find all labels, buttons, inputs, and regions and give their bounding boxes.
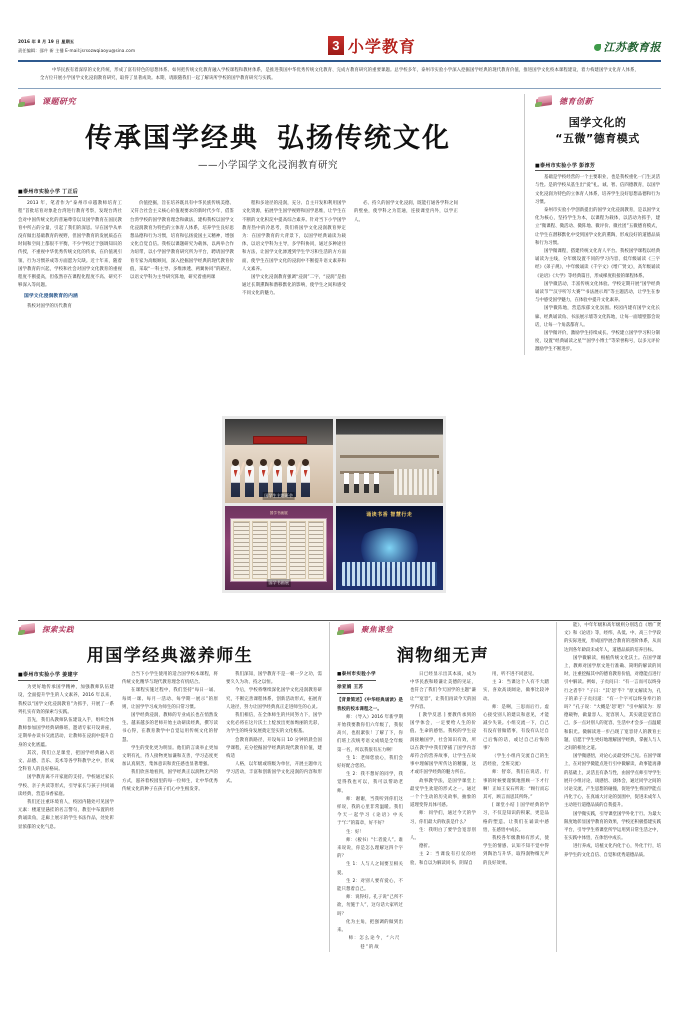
article-left-kicker — [18, 622, 322, 637]
photo-board-title: 国学书画展 — [269, 510, 288, 515]
paragraph: 国学微课程，搭建传统文化育人平台。我校国学课程以经典诵读为主线，分年级设置不同的学习内容，低年级诵读《三字经》《弟子规》，中年级诵读《千字文》《增广贤文》，高年级诵读《论语》《大学》等经典篇目，形成梯度衔接的课程体系。 — [535, 249, 660, 279]
photo-classroom-recital — [225, 419, 333, 503]
article-left-column-2 — [122, 671, 218, 832]
paragraph: 主 3：当课这个人有不大踏实，喜欢高谈阔论，做事比较冲动。 — [483, 680, 549, 702]
paragraph: [ 教学反思 ] 要教传承到的国学体会，一定要给人生的价值、生命的感悟。我校的学生浸润接触国学，社会知识有效，所以在教学中我们穿插了国学内容却符合的营养故事，让学生在故事中理解国学所传达的精髓，这才或许国学经典的魅力所在。 — [410, 713, 476, 776]
article-left-kicker-label: 探索实践 — [42, 625, 74, 634]
paragraph: 能》，中年年级和高年级则分别选自《增广贤文》和《论语》等，经纬，从低、中、高三个学段的实际进度，形成国学展合教育的进阶体系，从而达到各年龄段未成年人，道德品质的培养目标。 — [564, 623, 661, 653]
paragraph: 日已经显示出其本质，成为中华民族和睦谦让美德的见证，也符合了我们今天国学的主题“谦让”“宽容”，让我们再读今天的国学内容。 — [410, 672, 476, 710]
paragraph: 生：好！ — [346, 829, 364, 835]
photo-caption: 国学生主题班会 — [262, 492, 295, 500]
feature-kicker — [18, 94, 518, 109]
paragraph: 国学微实践，引导课堂国学外化于行。为最大限度地彰显国学教育的效果，学校还积极搭建实践平台，引导学生将课堂所学运用到日常生活之中，在实践中体悟，在体悟中成长。 — [564, 811, 661, 842]
article-mid — [329, 622, 556, 952]
sidebar-byline: ■泰州市实验小学 彭淳芳 — [535, 163, 596, 170]
paragraph: 我校各年级教师有形式，使学生的情感、认知不知不觉中得到陶冶与升华，取得润物细无声的良好效果。 — [483, 836, 549, 866]
paragraph: 为更好地传承国学精神，加强教师队伍建设，全面提升学生的人文素养，2016 年以来，我校以“国学文化浸润教育”为抓手，开展了一系列扎实有效的探索与实践。 — [18, 685, 114, 715]
paragraph: 故事教学法，是国学课堂上最受学生欢迎的形式之一。通过一个个生动的历史故事，抽象的道理变得具体可感。 — [410, 778, 476, 809]
photo-library-hall — [336, 419, 444, 503]
paragraph: 学生的变化更为明显。他们的言谈举止更加文明有礼，待人接物更加谦和友善，学习态度更加认真刻苦，集体意识和责任感也显著增强。 — [122, 745, 218, 768]
paragraph: 国学微评价，激励学生持续成长。学校建立国学学习积分制度，设置“经典诵读之星”“国学小博士”等荣誉称号，以多元评价激励学生不断进步。 — [535, 331, 660, 353]
book-icon — [18, 622, 38, 637]
sidebar-article — [524, 94, 660, 354]
bottom-zone — [18, 622, 661, 952]
section-divider — [18, 620, 661, 621]
intro-paragraph: 中华民族有着深厚的文化传统，形成了富有特色的思想体系。如何把传统文化教育融入学校课程和教材体系，是推进我国中华优秀传统文化教育、完成方教育研究的重要课题。总学校多年，泰州市实验小学深入挖掘国学经典的现代教育价值，推进国学文化校本课程建设，着力构建国学文化育人体系，全方位开展小学国学文化浸润教育研究，取得了显著成效。本期，请跟随我们一起了解该所学校的国学教育研究与实践。 — [40, 67, 639, 81]
article-mid-kicker — [337, 622, 549, 637]
section-banner — [328, 34, 416, 58]
article-mid-column-3 — [483, 671, 549, 952]
article-left-byline: ■泰州市实验小学 姜建宇 — [18, 671, 78, 681]
paragraph: 国学文化浸润教育强调“浸润”二字，“浸润”是指通过长期熏陶和潜移默化的影响，使学生之间和感受不同文化的魅力。 — [242, 275, 346, 297]
sidebar-title — [535, 115, 660, 147]
paragraph: 师：同学们，通过今天的学习，你们最大的收获是什么？ — [410, 811, 476, 825]
paragraph: 在课程实施过程中，我们坚持“每日一诵、每周一课、每月一活动、每学期一展示”的原则，让国学学习成为师生的日常习惯。 — [122, 688, 218, 710]
paragraph: 合当下小学生使用的适合国学校本课程，将传统文化精华与现代教育理念有机结合。 — [122, 672, 218, 686]
feature-subheading-1: 国学文化浸润教育的内涵 — [24, 294, 78, 300]
publication-logo — [594, 39, 661, 58]
paragraph: 国学经典浸润，教师的专业成长也在悄然发生。越来越多的老师开始主动研读经典，撰写读书心得，在教育教学中自觉运用传统文化的智慧。 — [122, 713, 218, 743]
paragraph: 泰州市实验小学创新提出的国学文化浸润教育，是以国学文化为核心，坚持学生为本，以课程为载体，以活动为抓手，建立“微课程、微活动、微阵地、微评价、微社团”五微德育模式，让学生在潜移默化中受到国学文化的熏陶，形成良好的道德品质和行为习惯。 — [535, 208, 660, 246]
paragraph: 人格，以年级或班级为单位，开展主题单元学习活动，丰富和创新国学文化浸润的内容和形式。 — [226, 762, 322, 784]
article-mid-byline-line-2: 徐亚娟 王苏 — [337, 684, 363, 694]
paragraph: 国学微活动，丰富传统文化体验。学校定期开展“国学经典诵读节”“汉字听写大赛”“书法展示周”等主题活动，让学生在参与中感受国学魅力，在体验中提升文化素养。 — [535, 281, 660, 304]
intro-divider — [18, 88, 661, 89]
article-mid-kicker-label: 聚焦课堂 — [361, 625, 393, 634]
photo-calligraphy-board — [225, 506, 333, 590]
paragraph: 师：谢谢，当我听到你们这样说，我的心里非常温暖。我们今天一起学习《论语》中关于“仁”的篇章，好不好？ — [337, 796, 403, 827]
article-mid-title: 润物细无声 — [396, 646, 490, 666]
article-left-title: 用国学经典滋养师生 — [86, 646, 254, 666]
paragraph: 国学教育离不开家庭的支持。学校通过家长学校、亲子共读等形式，引导家长与孩子共同诵读经典，营造书香家庭。 — [18, 775, 114, 797]
publication-date: 2016 年 8 月 19 日 星期五 — [18, 38, 75, 44]
paragraph: 进行养成，培植文化内化于心，外化于行，培养学生的文化自信、自觉和优秀道德品质。 — [564, 844, 661, 858]
article-left — [18, 622, 329, 952]
article-mid-column-1 — [337, 671, 403, 952]
paragraph: 今后，学校将继续深化国学文化浸润教育研究，不断完善课程体系，创新活动形式，拓展育人途径，努力让国学经典真正走进师生的心灵。 — [226, 688, 322, 710]
leaf-icon — [594, 44, 601, 51]
photo-stage-performance — [336, 506, 444, 590]
feature-body — [18, 200, 518, 585]
paragraph: 国学微解读，根植传统文化沃土。在国学课上，教师对国学原文进行准确、简明的解读的同时，注重挖掘其中的德育教育价值，对德能点进行引中解读。例如，子贡问曰：“有一言而可以终身行之者乎？”子曰：“其‘恕’乎？”原文解读为，孔子的弟子子贡问道：“有一个字可以终身奉行的吗？”孔子说：“大概是‘恕’吧？”引中解读为：厚德载物，做量容人、宽容别人，其实就是宽容自己，多一点对别人的宽容，生活中才会多一点温暖和阳光。微解读进一步凸现了宽容待人的教育主题，启愿于学生更好地理解国学经典，掌握人与人之间的相处之道。 — [564, 655, 661, 752]
sidebar-kicker — [535, 94, 660, 109]
article-left-column-3 — [226, 671, 322, 832]
paragraph: 用，听不进不同意见。 — [492, 672, 537, 677]
article-right-body — [564, 622, 661, 860]
paragraph-ellipsis: 师：怎么论今，“六尺巷”的故 — [348, 936, 401, 950]
paragraph: 我们还注重环境育人，校园内随处可见国学元素：楼道里悬挂的名言警句，教室中布置的经典诵读角，走廊上展示的学生书法作品，处处彰显浓郁的文化气息。 — [18, 800, 114, 830]
paragraph: 师：（板书）“仁者爱人”。谁来说说，你是怎么理解这四个字的？ — [337, 837, 403, 860]
paragraph: 会教育新路径，开设每日 10 分钟的晨会国学课程，充分挖掘国学经典的现代教育价值，建构适 — [226, 737, 322, 760]
section-title: 小学教育 — [347, 37, 416, 56]
paragraph: 化为主角，把强调的做到出来。 — [337, 919, 403, 934]
stage-banner-text: 诵读书香 智慧行走 — [366, 512, 413, 519]
paragraph: 生：我明白了要学会宽容别人。 — [410, 827, 476, 842]
paragraph: 我们深知，国学教育不是一朝一夕之功，需要久久为功、持之以恒。 — [226, 672, 322, 686]
headline-part-2: 弘扬传统文化 — [277, 123, 451, 155]
feature-subheadline: ——小学国学文化浸润教育研究 — [197, 160, 338, 172]
sidebar-body — [535, 174, 660, 354]
photo-caption: 国学书画展 — [267, 579, 292, 587]
paragraph: 我们欣喜地看到，国学经典正以润物无声的方式，滋养着校园里的每一位师生，让中华优秀传统文化的种子在孩子们心中生根发芽。 — [122, 770, 218, 792]
article-mid-column-2 — [410, 671, 476, 952]
paragraph: 德折。 — [419, 844, 433, 850]
paragraph: 师：（导入）2016 年新学期开始我要教你们六年级了，我很高兴，也很紧张！了解了下，你们班上次统考语文成绩是全年级第一名，所以我很有压力啊！ — [337, 714, 403, 753]
sidebar-title-line-1: 国学文化的 — [568, 116, 627, 130]
article-mid-byline-line-1: ■泰州市实验小学 — [337, 671, 376, 681]
book-icon — [18, 94, 38, 109]
paragraph: 我校对国学的历代教育 — [27, 303, 72, 309]
feature-kicker-label: 课题研究 — [42, 97, 76, 107]
paragraph: 其次，我们立足课堂，把国学经典融入语文、品德、音乐、美术等各学科教学之中，形成全科育人的良好格局。 — [18, 750, 114, 773]
masthead — [18, 0, 661, 58]
editor-credits: 责任编辑：邵幷 新 主播 E-mail:jsrsozwqiaoyu@sina.com — [18, 47, 136, 53]
masthead-publication-info — [18, 38, 135, 59]
paragraph: 生 1：人与人之间要互相关爱。 — [337, 862, 403, 876]
paragraph: 生 2：对别人要有爱心，不能只想着自己。 — [337, 878, 403, 893]
photo-collage — [222, 416, 446, 593]
paragraph: 师：智奈，我们在说话、行事的时候要谨慎地照顾一下才行啊！正如王安石所说：“顾行而忘其可，顾言而思其所终。” — [483, 770, 549, 801]
feature-byline: ■泰州市实验小学 丁正后 — [18, 189, 79, 196]
paragraph: 师：说得好。孔子说“己所不欲，勿施于人”，这句话大家听过吗？ — [337, 895, 403, 917]
feature-column-3 — [242, 200, 346, 311]
paragraph: 2013 年，笔者作为“泰州市卓越教师培育工程”首批培育对象赴台湾进行教育考察，发现台湾社会对中国传统文化的普遍尊崇以及国学教育在国民教育中所占的分量，引起了我们的深思。早在国学从单没有做出基础教育的视野，但国学教育的发展质态在时间和空间上都很不平衡，不少学校过于强调知识的传授，不重视中华优秀传统文化的传承，在价值观引领、行为习惯养成等方面愿为欠缺。近十年来，随着国学教育的兴起，学校和社会对国学文化教育的重视程度不断提高，但依然存在课程化程度不高、研究不够深入等问题。 — [18, 201, 122, 289]
paragraph: 首先，我们从教师队伍建设入手，组织全体教师参加国学经典研修班，邀请专家开设讲座，定期举办读书交流活动，让教师在浸润中提升自身的文化底蕴。 — [18, 718, 114, 748]
paragraph: [ 课堂小结 ] 国学经典的学习，不仅是知识的积累，更是品格的塑造。让我们在诵读中感悟，在感悟中成长。 — [483, 803, 549, 833]
article-mid-body — [337, 671, 549, 952]
paragraph: 生 1：老师您放心，我们会好好配合您的。 — [337, 755, 403, 770]
paragraph: 国学微感悟，对论心灵最受怀己见。在国学课上，在对国学微能点进行引中微解读，故事能再薄的基础上，灵活且有条与性，由国学点师引导学生展开小组讨论，谈感悟、谈体会，通过同学之间的讨论交流，产生思想的碰撞，促进学生将国学能点内化于心，在真诚大讨论的氛围中，促进未成年人主动进行道德品质的自我提升。 — [564, 754, 661, 809]
feature-article — [18, 94, 518, 585]
sidebar-title-line-2: “五微”德育模式 — [555, 132, 640, 146]
paragraph: 必、持久的国学文化浸润，既能打通各学科之间的壁垒，使学科之为贯通，连接课堂内外，以学正人。 — [354, 201, 458, 223]
feature-column-1 — [18, 200, 122, 311]
paragraph: 国学微阵地，营造浓郁文化氛围。校园内建有国学文化长廊、经典诵读角、书法展示墙等文化阵地，让每一面墙壁都会说话，让每一个角落都育人。 — [535, 306, 660, 328]
paragraph: 师：是啊，三思而后行。虚心接受别人的建议和意见，才能减少失误。小组交流一下，自己有没有曾做错事，有没有认过自己后悔的话，或过自己后悔的事？ — [483, 704, 549, 751]
page-number-badge: 3 — [328, 36, 344, 55]
article-right-continuation — [556, 622, 661, 952]
paragraph: 价值挖掘，旨在培养既具有中华民族传统美德、又符合社会主义核心价值观要求的新时代少年，借鉴台湾学校的国学教育理念和做法，建构我校以国学文化浸润教育为特色的立体育人体系，培养学生良好思想品德和行为习惯，培育和弘扬爱国主义精神，增强文化自觉自信。我校以课题研究为载体，以两举合作为纽带，以小学国学教育研究所为平台，聘请国学教育专家为高级顾问，深入挖掘国学经典的现代教育价值，采取“一科主导、多维渗透、两翼协同”的路径，以语文学科为主导研究阵地，研究着重两课 — [130, 201, 234, 281]
top-zone — [18, 94, 661, 585]
book-icon — [535, 94, 555, 109]
article-left-column-1 — [18, 671, 114, 832]
paragraph: （学生小组内交流自己的生活经验，全班交流） — [483, 754, 549, 768]
feature-headline — [18, 116, 518, 155]
feature-column-2 — [130, 200, 234, 311]
paragraph: 主 2：当课没有打仗的经验，和自以为解读同书，阴谋自 — [410, 852, 476, 866]
paragraph: 【背景简述】《中华经典诵读》是我校的校本课程之一。 — [337, 698, 403, 712]
headline-part-1: 传承国学经典 — [85, 123, 259, 155]
paragraph: 我们相信，在全体师生的共同努力下，国学文化必将在这片沃土上绽放出更加绚丽的光彩，为学生的终身发展奠定坚实的文化根基。 — [226, 713, 322, 735]
paragraph: 程和多途径的浸润，充分、自主开发和利用国学文化资源，拓展学生国学视野和国学思维，让学生在不断的文化积淀中提高综合素养。针对当下小学国学教育热中的冷思考，我们将国学文化浸润教育界定为：在国学教育的大背景下，以国学经典诵读为载体，以语文学科为主导，多学科协同，通过多种途径和方法，让国学文化渗透到学生学习和生活的方方面面，使学生在国学文化的浸润中不断提升语文素养和人文素养。 — [242, 201, 346, 272]
paragraph: 基础是学校经营的一个主要职业，也是我校重化一门生灵活与性。是的学校从基生出“爱”礼、诚、智、信四德教育，以国学文化浸润为特色的立体育人体系，培养学生良好思想品德和行为习惯。 — [535, 175, 660, 205]
sidebar-kicker-label: 德育创新 — [559, 97, 593, 107]
article-left-body — [18, 671, 322, 832]
publication-logo-text: 江苏教育报 — [603, 41, 661, 54]
book-icon — [337, 622, 357, 637]
paragraph: 生 2：我不想好的同学，我觉得我也可以，我可以帮助老师。 — [337, 772, 403, 794]
